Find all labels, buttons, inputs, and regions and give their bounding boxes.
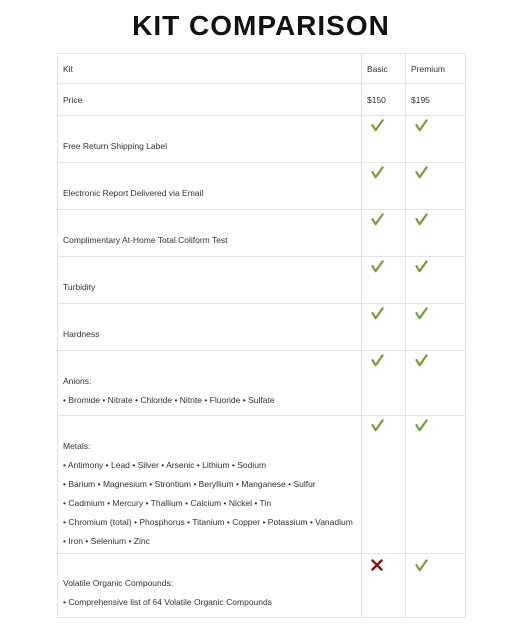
feature-cell <box>58 257 362 304</box>
premium-availability-mark <box>411 163 465 179</box>
check-icon <box>371 419 384 432</box>
feature-label: Complimentary At-Home Total Coliform Test <box>63 235 228 245</box>
price-premium: $195 <box>406 84 466 116</box>
check-icon <box>415 354 428 367</box>
premium-availability-cell <box>406 351 466 416</box>
check-icon <box>371 166 384 179</box>
basic-availability-cell <box>362 416 406 554</box>
check-icon <box>371 213 384 226</box>
feature-cell <box>58 116 362 163</box>
check-icon <box>371 260 384 273</box>
premium-availability-cell <box>406 163 466 210</box>
header-feature-cell: Kit <box>58 54 362 84</box>
feature-row <box>58 163 466 210</box>
basic-availability-mark <box>367 416 405 432</box>
check-icon <box>415 559 428 572</box>
basic-availability-cell <box>362 304 406 351</box>
feature-row <box>58 554 466 618</box>
premium-availability-mark <box>411 257 465 273</box>
basic-availability-mark <box>367 163 405 179</box>
feature-label: Electronic Report Delivered via Email <box>63 188 204 198</box>
check-icon <box>415 166 428 179</box>
feature-label: Volatile Organic Compounds: <box>63 578 174 588</box>
premium-availability-mark <box>411 351 465 367</box>
check-icon <box>415 307 428 320</box>
check-icon <box>415 260 428 273</box>
feature-row <box>58 116 466 163</box>
basic-availability-mark <box>367 116 405 132</box>
premium-availability-cell <box>406 304 466 351</box>
premium-availability-cell <box>406 416 466 554</box>
feature-cell <box>58 210 362 257</box>
comparison-table <box>57 53 466 618</box>
premium-availability-mark <box>411 416 465 432</box>
feature-detail-line: • Cadmium • Mercury • Thallium • Calcium • Nickel • Tin <box>63 498 272 508</box>
premium-availability-mark <box>411 554 465 572</box>
check-icon <box>371 307 384 320</box>
feature-row <box>58 257 466 304</box>
cross-icon <box>371 559 383 571</box>
basic-availability-mark <box>367 257 405 273</box>
premium-availability-mark <box>411 304 465 320</box>
check-icon <box>415 419 428 432</box>
check-icon <box>415 213 428 226</box>
feature-detail-line: • Bromide • Nitrate • Chloride • Nitrite • Fluoride • Sulfate <box>63 395 275 405</box>
feature-cell <box>58 416 362 554</box>
basic-availability-mark <box>367 304 405 320</box>
feature-detail-line: • Barium • Magnesium • Strontium • Beryllium • Manganese • Sulfur <box>63 479 316 489</box>
basic-availability-mark <box>367 210 405 226</box>
premium-availability-cell <box>406 257 466 304</box>
feature-label: Turbidity <box>63 282 96 292</box>
basic-availability-cell <box>362 163 406 210</box>
premium-availability-cell <box>406 116 466 163</box>
header-premium-cell: Premium <box>406 54 466 84</box>
feature-detail-line: • Antimony • Lead • Silver • Arsenic • Lithium • Sodium <box>63 460 267 470</box>
feature-row <box>58 210 466 257</box>
feature-cell <box>58 554 362 618</box>
feature-label: Free Return Shipping Label <box>63 141 167 151</box>
premium-availability-mark <box>411 116 465 132</box>
basic-availability-cell <box>362 351 406 416</box>
premium-availability-mark <box>411 210 465 226</box>
premium-availability-cell <box>406 210 466 257</box>
feature-cell <box>58 304 362 351</box>
basic-availability-mark <box>367 554 405 571</box>
feature-label: Hardness <box>63 329 100 339</box>
basic-availability-cell <box>362 116 406 163</box>
basic-availability-cell <box>362 257 406 304</box>
feature-detail-line: • Iron • Selenium • Zinc <box>63 536 150 546</box>
feature-row <box>58 351 466 416</box>
feature-row <box>58 416 466 554</box>
check-icon <box>415 119 428 132</box>
feature-row <box>58 304 466 351</box>
page-title: KIT COMPARISON <box>132 10 390 41</box>
feature-label: Anions: <box>63 376 92 386</box>
premium-availability-cell <box>406 554 466 618</box>
basic-availability-cell <box>362 554 406 618</box>
feature-detail-line: • Chromium (total) • Phosphorus • Titanium • Copper • Potassium • Vanadium <box>63 517 353 527</box>
feature-label: Metals: <box>63 441 91 451</box>
feature-detail-line: • Comprehensive list of 64 Volatile Organic Compounds <box>63 597 272 607</box>
basic-availability-mark <box>367 351 405 367</box>
feature-cell <box>58 351 362 416</box>
price-label: Price <box>58 84 362 116</box>
check-icon <box>371 119 384 132</box>
price-row <box>58 84 466 116</box>
feature-cell <box>58 163 362 210</box>
price-basic: $150 <box>362 84 406 116</box>
check-icon <box>371 354 384 367</box>
header-basic-cell: Basic <box>362 54 406 84</box>
header-row <box>58 54 466 84</box>
basic-availability-cell <box>362 210 406 257</box>
